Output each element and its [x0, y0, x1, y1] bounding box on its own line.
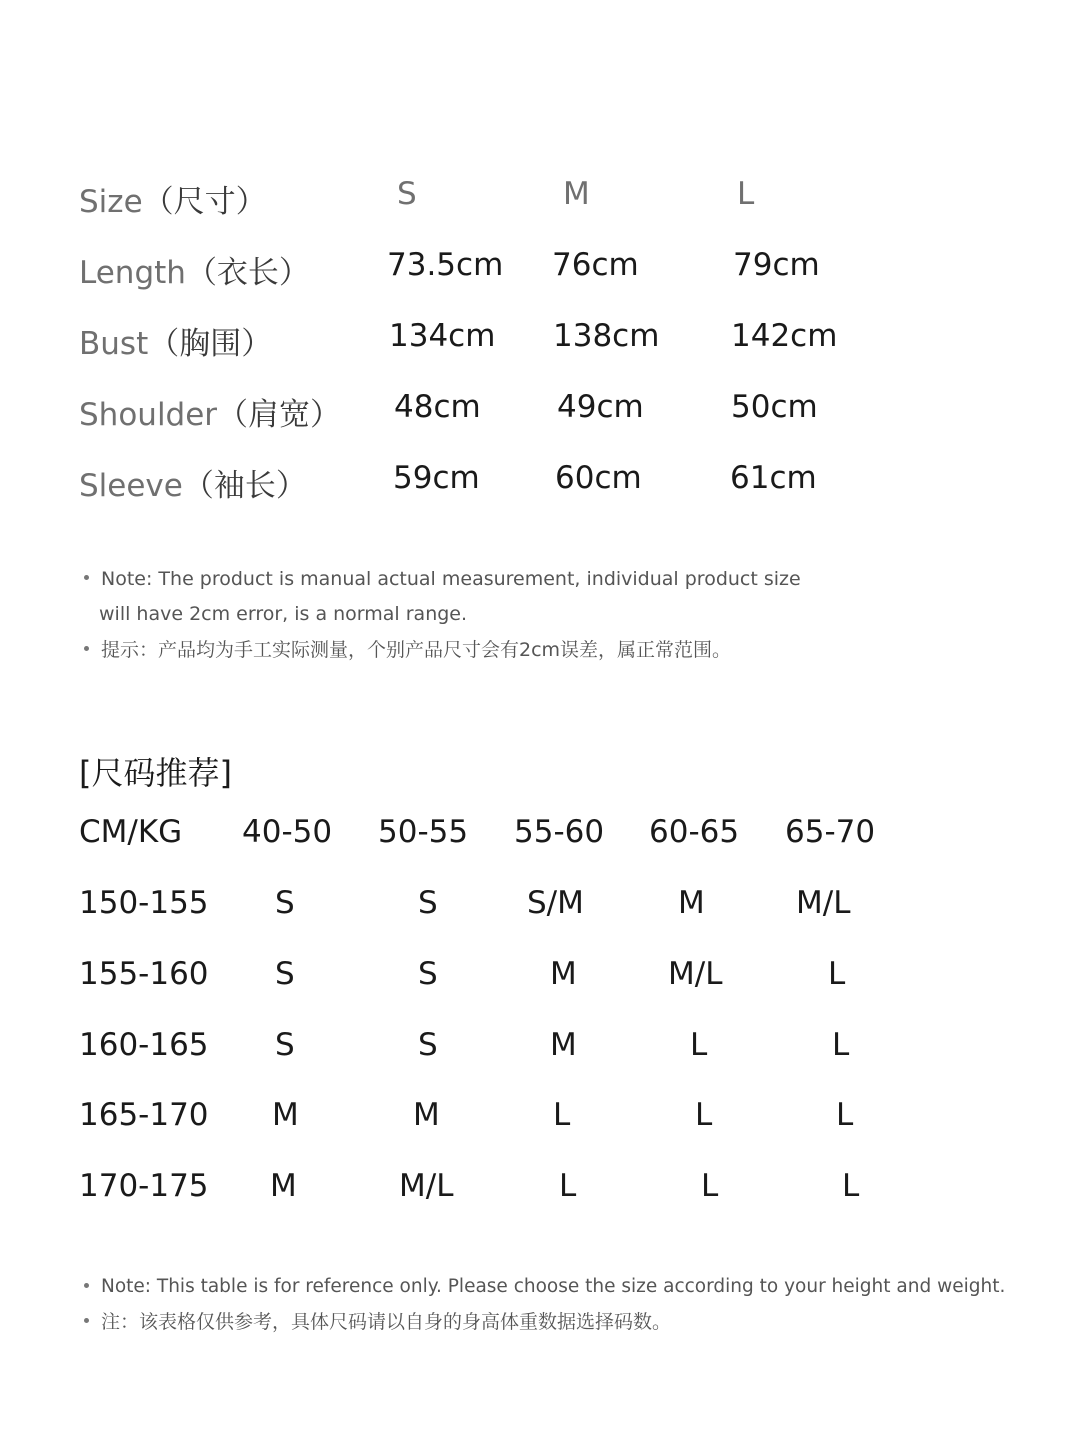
row-label-zh: （肩宽） [217, 397, 342, 433]
size-col-s: S [397, 176, 417, 212]
note-bottom-zh-text: 注：该表格仅供参考，具体尺码请以自身的身高体重数据选择码数。 [101, 1311, 672, 1333]
bust-l: 142cm [731, 318, 838, 354]
shoulder-l: 50cm [731, 389, 818, 425]
recommendation-title: [尺码推荐] [79, 754, 232, 792]
size-cell: S [275, 885, 295, 921]
size-cell: L [828, 956, 846, 992]
size-cell: M [678, 885, 705, 921]
shoulder-s: 48cm [394, 389, 481, 425]
size-cell: L [559, 1168, 577, 1204]
weight-header: 40-50 [242, 814, 333, 850]
size-cell: M [272, 1097, 299, 1133]
bust-s: 134cm [389, 318, 496, 354]
row-label-sleeve [79, 460, 307, 505]
row-label-en: Sleeve [79, 468, 183, 504]
size-col-l: L [737, 176, 755, 212]
size-header-zh: （尺寸） [142, 184, 267, 220]
sleeve-s: 59cm [393, 460, 480, 496]
size-cell: S [275, 1027, 295, 1063]
row-label-shoulder [79, 389, 341, 434]
size-cell: M [550, 1027, 577, 1063]
size-header-label [79, 176, 267, 221]
note-zh-text: 提示：产品均为手工实际测量，个别产品尺寸会有2cm误差，属正常范围。 [101, 639, 732, 661]
row-label-en: Bust [79, 326, 149, 362]
size-cell: M/L [399, 1168, 454, 1204]
size-cell: L [553, 1097, 571, 1133]
weight-header: 50-55 [378, 814, 469, 850]
height-label: 155-160 [79, 956, 209, 992]
weight-header: 60-65 [649, 814, 740, 850]
height-label: 160-165 [79, 1027, 209, 1063]
height-label: 150-155 [79, 885, 209, 921]
size-cell: M [550, 956, 577, 992]
length-l: 79cm [733, 247, 820, 283]
size-cell: L [832, 1027, 850, 1063]
bullet-icon [84, 1283, 89, 1288]
size-cell: S/M [527, 885, 584, 921]
row-label-bust [79, 318, 272, 363]
size-cell: L [842, 1168, 860, 1204]
bullet-icon [84, 646, 89, 651]
note-zh [84, 633, 731, 668]
size-cell: S [418, 1027, 438, 1063]
row-label-en: Length [79, 255, 186, 291]
row-label-zh: （衣长） [185, 255, 310, 291]
note-en-line1 [84, 562, 801, 597]
height-label: 165-170 [79, 1097, 209, 1133]
size-cell: S [275, 956, 295, 992]
corner-label: CM/KG [79, 814, 183, 850]
row-label-en: Shoulder [79, 397, 218, 433]
bust-m: 138cm [553, 318, 660, 354]
length-m: 76cm [552, 247, 639, 283]
row-label-zh: （袖长） [182, 468, 307, 504]
size-cell: M [413, 1097, 440, 1133]
size-cell: S [418, 956, 438, 992]
weight-header: 65-70 [785, 814, 876, 850]
height-label: 170-175 [79, 1168, 209, 1204]
shoulder-m: 49cm [557, 389, 644, 425]
sleeve-l: 61cm [730, 460, 817, 496]
size-cell: M/L [668, 956, 723, 992]
size-cell: L [695, 1097, 713, 1133]
weight-header: 55-60 [514, 814, 605, 850]
length-s: 73.5cm [387, 247, 504, 283]
bullet-icon [84, 1318, 89, 1323]
sleeve-m: 60cm [555, 460, 642, 496]
size-cell: L [690, 1027, 708, 1063]
size-col-m: M [563, 176, 590, 212]
bullet-icon [84, 575, 89, 580]
size-cell: S [418, 885, 438, 921]
size-cell: L [701, 1168, 719, 1204]
size-cell: M [270, 1168, 297, 1204]
size-cell: M/L [796, 885, 851, 921]
note-en-line2: will have 2cm error, is a normal range. [99, 603, 468, 625]
row-label-length [79, 247, 310, 292]
row-label-zh: （胸围） [148, 326, 273, 362]
note-bottom-en-text: Note: This table is for reference only. Please choose the size according to your height and weight. [101, 1276, 1006, 1297]
size-cell: L [836, 1097, 854, 1133]
note-en-text: Note: The product is manual actual measurement, individual product size [101, 568, 801, 590]
note-bottom-en [84, 1269, 1005, 1304]
note-bottom-zh [84, 1305, 671, 1340]
size-header-en: Size [79, 184, 143, 220]
